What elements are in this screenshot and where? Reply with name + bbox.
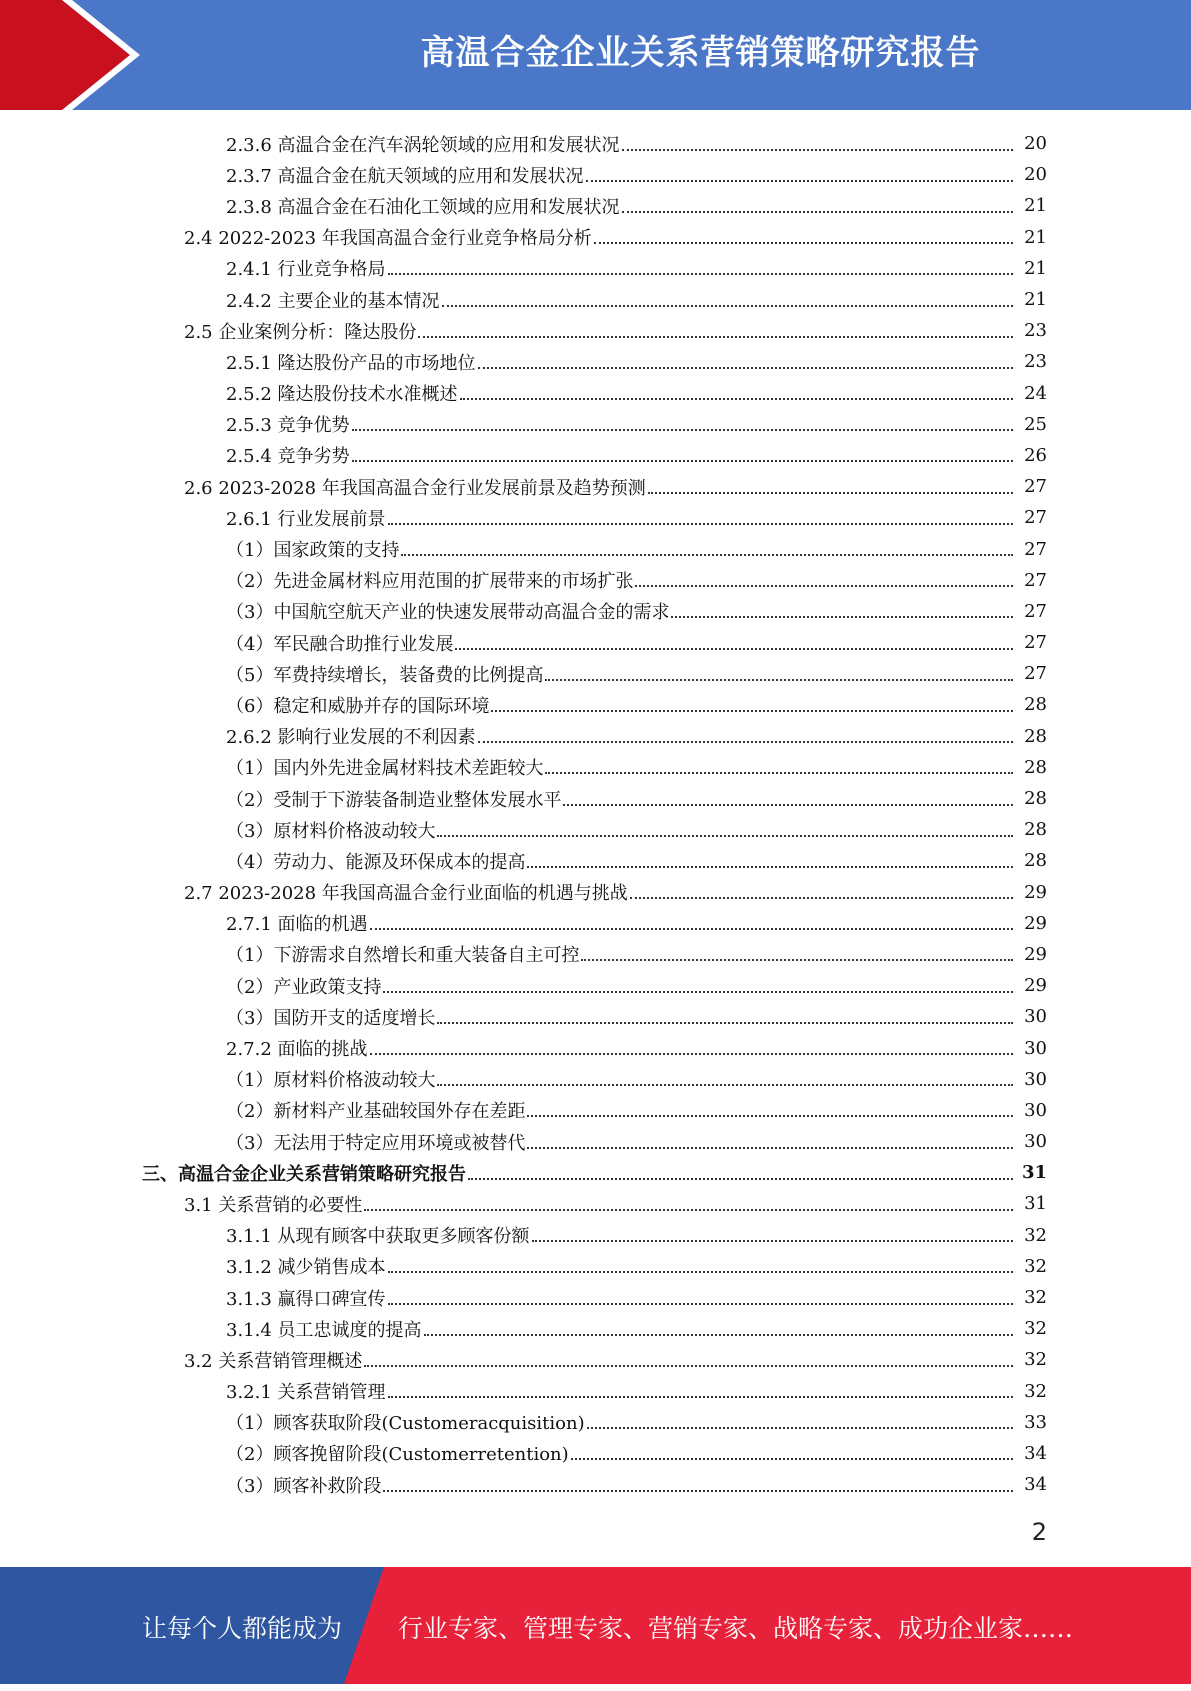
toc-entry[interactable]	[0, 908, 1191, 939]
toc-entry-title: 2.5.4 竞争劣势	[226, 446, 350, 468]
toc-entry-title: 2.3.7 高温合金在航天领域的应用和发展状况	[226, 165, 584, 187]
toc-leader-dots	[364, 1209, 1013, 1211]
toc-entry-title: 3.1.2 减少销售成本	[226, 1257, 386, 1279]
toc-entry-page: 28	[1024, 788, 1047, 810]
toc-entry-page: 21	[1024, 226, 1047, 248]
toc-entry[interactable]	[0, 1282, 1191, 1313]
toc-entry[interactable]	[0, 1407, 1191, 1438]
toc-entry-title: （2）顾客挽留阶段(Customerretention)	[226, 1444, 569, 1466]
toc-entry[interactable]	[0, 1376, 1191, 1407]
toc-entry-title: 三、高温合金企业关系营销策略研究报告	[142, 1163, 466, 1185]
toc-entry[interactable]	[0, 190, 1191, 221]
toc-entry-page: 26	[1024, 444, 1047, 466]
toc-entry[interactable]	[0, 502, 1191, 533]
toc-entry-page: 32	[1024, 1380, 1047, 1402]
toc-entry[interactable]	[0, 596, 1191, 627]
toc-entry-page: 30	[1024, 1006, 1047, 1028]
toc-entry[interactable]	[0, 1157, 1191, 1188]
toc-entry[interactable]	[0, 315, 1191, 346]
toc-entry-page: 34	[1024, 1474, 1047, 1496]
toc-entry[interactable]	[0, 845, 1191, 876]
toc-leader-dots	[370, 1053, 1013, 1055]
toc-entry[interactable]	[0, 378, 1191, 409]
toc-leader-dots	[527, 866, 1013, 868]
toc-entry-page: 21	[1024, 289, 1047, 311]
toc-entry-page: 20	[1024, 133, 1047, 155]
toc-leader-dots	[635, 585, 1013, 587]
toc-entry-page: 27	[1024, 569, 1047, 591]
toc-leader-dots	[671, 616, 1013, 618]
toc-entry[interactable]	[0, 1095, 1191, 1126]
toc-entry[interactable]	[0, 877, 1191, 908]
document-title: 高温合金企业关系营销策略研究报告	[420, 33, 981, 73]
toc-leader-dots	[545, 772, 1013, 774]
toc-leader-dots	[527, 1147, 1013, 1149]
toc-entry[interactable]	[0, 689, 1191, 720]
toc-entry-page: 29	[1024, 881, 1047, 903]
toc-entry-page: 32	[1024, 1255, 1047, 1277]
toc-entry-page: 23	[1024, 351, 1047, 373]
toc-leader-dots	[388, 1271, 1013, 1273]
toc-leader-dots	[388, 523, 1013, 525]
toc-entry-title: 2.7.2 面临的挑战	[226, 1039, 368, 1061]
toc-entry-title: 2.7 2023-2028 年我国高温合金行业面临的机遇与挑战	[184, 883, 628, 905]
toc-entry-title: （3）国防开支的适度增长	[226, 1007, 436, 1029]
toc-entry[interactable]	[0, 752, 1191, 783]
toc-entry-page: 24	[1024, 382, 1047, 404]
toc-entry[interactable]	[0, 346, 1191, 377]
toc-entry-title: （3）中国航空航天产业的快速发展带动高温合金的需求	[226, 602, 670, 624]
toc-entry[interactable]	[0, 253, 1191, 284]
toc-entry-page: 31	[1024, 1193, 1047, 1215]
toc-entry-title: 2.5.1 隆达股份产品的市场地位	[226, 352, 476, 374]
toc-leader-dots	[527, 1115, 1013, 1117]
toc-entry-title: 2.6.2 影响行业发展的不利因素	[226, 727, 476, 749]
toc-entry[interactable]	[0, 284, 1191, 315]
toc-entry-page: 30	[1024, 1037, 1047, 1059]
toc-leader-dots	[563, 804, 1013, 806]
toc-entry[interactable]	[0, 1344, 1191, 1375]
table-of-contents	[0, 128, 1191, 1500]
toc-leader-dots	[571, 1458, 1013, 1460]
toc-entry-title: （1）下游需求自然增长和重大装备自主可控	[226, 945, 580, 967]
toc-entry-title: 2.5 企业案例分析：隆达股份	[184, 321, 417, 343]
toc-entry-title: （3）原材料价格波动较大	[226, 820, 436, 842]
toc-entry[interactable]	[0, 533, 1191, 564]
toc-entry-page: 23	[1024, 320, 1047, 342]
toc-leader-dots	[460, 398, 1013, 400]
toc-entry[interactable]	[0, 1251, 1191, 1282]
toc-entry[interactable]	[0, 970, 1191, 1001]
toc-entry-title: 2.4.2 主要企业的基本情况	[226, 290, 440, 312]
toc-leader-dots	[491, 710, 1013, 712]
toc-entry-title: （4）军民融合助推行业发展	[226, 633, 454, 655]
toc-entry[interactable]	[0, 440, 1191, 471]
toc-entry-title: （1）原材料价格波动较大	[226, 1070, 436, 1092]
toc-entry[interactable]	[0, 658, 1191, 689]
toc-leader-dots	[437, 1084, 1013, 1086]
toc-leader-dots	[630, 897, 1013, 899]
toc-entry[interactable]	[0, 1126, 1191, 1157]
toc-entry-title: （6）稳定和威胁并存的国际环境	[226, 695, 490, 717]
toc-entry-title: （2）先进金属材料应用范围的扩展带来的市场扩张	[226, 571, 634, 593]
page-number: 2	[1031, 1518, 1047, 1546]
toc-leader-dots	[622, 149, 1013, 151]
toc-leader-dots	[388, 1396, 1013, 1398]
toc-entry-title: （5）军费持续增长，装备费的比例提高	[226, 664, 544, 686]
toc-entry-page: 28	[1024, 850, 1047, 872]
toc-entry[interactable]	[0, 1220, 1191, 1251]
toc-entry[interactable]	[0, 409, 1191, 440]
toc-entry-title: 2.5.3 竞争优势	[226, 415, 350, 437]
toc-leader-dots	[468, 1178, 1013, 1180]
toc-entry[interactable]	[0, 128, 1191, 159]
footer-slogan-right: 行业专家、管理专家、营销专家、战略专家、成功企业家……	[398, 1614, 1074, 1643]
toc-entry-title: 3.1.1 从现有顾客中获取更多顾客份额	[226, 1226, 530, 1248]
toc-entry[interactable]	[0, 159, 1191, 190]
toc-entry-page: 27	[1024, 632, 1047, 654]
toc-entry-title: （1）国内外先进金属材料技术差距较大	[226, 758, 544, 780]
toc-leader-dots	[442, 305, 1013, 307]
toc-entry-title: 3.2 关系营销管理概述	[184, 1350, 363, 1372]
toc-entry-title: 3.1.4 员工忠诚度的提高	[226, 1319, 422, 1341]
toc-entry[interactable]	[0, 1313, 1191, 1344]
toc-entry-title: （2）受制于下游装备制造业整体发展水平	[226, 789, 562, 811]
toc-entry[interactable]	[0, 222, 1191, 253]
toc-leader-dots	[388, 273, 1013, 275]
toc-entry-title: 2.4.1 行业竞争格局	[226, 259, 386, 281]
toc-entry-title: （2）新材料产业基础较国外存在差距	[226, 1101, 526, 1123]
toc-entry-title: 2.6 2023-2028 年我国高温合金行业发展前景及趋势预测	[184, 477, 646, 499]
toc-entry-title: （3）无法用于特定应用环境或被替代	[226, 1132, 526, 1154]
toc-entry-page: 28	[1024, 756, 1047, 778]
toc-entry[interactable]	[0, 721, 1191, 752]
red-chevron-icon	[0, 0, 160, 110]
toc-leader-dots	[383, 1490, 1013, 1492]
toc-entry-title: 2.6.1 行业发展前景	[226, 508, 386, 530]
toc-leader-dots	[586, 180, 1013, 182]
toc-entry-title: 2.3.8 高温合金在石油化工领域的应用和发展状况	[226, 196, 620, 218]
toc-entry-page: 32	[1024, 1224, 1047, 1246]
toc-leader-dots	[648, 492, 1013, 494]
toc-leader-dots	[455, 648, 1013, 650]
toc-entry-page: 30	[1024, 1068, 1047, 1090]
toc-entry[interactable]	[0, 1438, 1191, 1469]
toc-entry[interactable]	[0, 565, 1191, 596]
page-footer	[0, 1567, 1191, 1684]
toc-entry-title: 2.3.6 高温合金在汽车涡轮领域的应用和发展状况	[226, 134, 620, 156]
toc-entry-page: 27	[1024, 538, 1047, 560]
toc-entry-page: 32	[1024, 1287, 1047, 1309]
toc-entry-page: 34	[1024, 1442, 1047, 1464]
toc-entry-title: 3.1 关系营销的必要性	[184, 1194, 363, 1216]
toc-entry-page: 27	[1024, 507, 1047, 529]
toc-leader-dots	[545, 679, 1013, 681]
toc-entry-title: （3）顾客补救阶段	[226, 1475, 382, 1497]
toc-entry[interactable]	[0, 1469, 1191, 1500]
toc-entry-title: 2.5.2 隆达股份技术水准概述	[226, 384, 458, 406]
page-header	[0, 0, 1191, 110]
toc-entry-page: 20	[1024, 164, 1047, 186]
toc-entry[interactable]	[0, 471, 1191, 502]
toc-leader-dots	[418, 336, 1013, 338]
toc-entry-page: 29	[1024, 943, 1047, 965]
toc-entry-page: 27	[1024, 600, 1047, 622]
toc-entry[interactable]	[0, 939, 1191, 970]
toc-leader-dots	[424, 1334, 1013, 1336]
toc-leader-dots	[437, 835, 1013, 837]
toc-entry[interactable]	[0, 814, 1191, 845]
toc-entry-page: 27	[1024, 476, 1047, 498]
toc-leader-dots	[587, 1427, 1013, 1429]
toc-entry-page: 25	[1024, 413, 1047, 435]
toc-leader-dots	[478, 741, 1013, 743]
toc-entry-page: 32	[1024, 1349, 1047, 1371]
toc-entry-page: 32	[1024, 1318, 1047, 1340]
toc-entry-page: 21	[1024, 257, 1047, 279]
toc-entry-page: 28	[1024, 725, 1047, 747]
toc-leader-dots	[594, 242, 1013, 244]
toc-leader-dots	[581, 959, 1013, 961]
toc-entry-page: 29	[1024, 975, 1047, 997]
toc-entry-page: 21	[1024, 195, 1047, 217]
toc-leader-dots	[388, 1303, 1013, 1305]
toc-leader-dots	[478, 367, 1013, 369]
toc-entry-title: 3.2.1 关系营销管理	[226, 1382, 386, 1404]
toc-entry[interactable]	[0, 1188, 1191, 1219]
toc-entry-page: 30	[1024, 1131, 1047, 1153]
toc-leader-dots	[370, 928, 1013, 930]
toc-entry-page: 29	[1024, 912, 1047, 934]
toc-entry-title: （1）顾客获取阶段(Customeracquisition)	[226, 1413, 585, 1435]
toc-leader-dots	[532, 1240, 1013, 1242]
toc-leader-dots	[437, 1022, 1013, 1024]
toc-entry-page: 27	[1024, 663, 1047, 685]
toc-entry-title: 3.1.3 赢得口碑宣传	[226, 1288, 386, 1310]
toc-entry-page: 31	[1021, 1162, 1047, 1184]
toc-entry[interactable]	[0, 783, 1191, 814]
toc-entry-title: 2.7.1 面临的机遇	[226, 914, 368, 936]
toc-leader-dots	[364, 1365, 1013, 1367]
toc-leader-dots	[401, 554, 1013, 556]
footer-slogan-left: 让每个人都能成为	[142, 1614, 343, 1643]
toc-entry-title: （1）国家政策的支持	[226, 540, 400, 562]
toc-leader-dots	[622, 211, 1013, 213]
toc-entry-title: 2.4 2022-2023 年我国高温合金行业竞争格局分析	[184, 228, 592, 250]
toc-leader-dots	[352, 429, 1013, 431]
toc-entry[interactable]	[0, 1001, 1191, 1032]
toc-entry-title: （4）劳动力、能源及环保成本的提高	[226, 851, 526, 873]
toc-leader-dots	[383, 991, 1013, 993]
toc-entry-page: 30	[1024, 1099, 1047, 1121]
toc-entry-page: 28	[1024, 819, 1047, 841]
toc-entry-title: （2）产业政策支持	[226, 976, 382, 998]
toc-entry[interactable]	[0, 627, 1191, 658]
toc-entry[interactable]	[0, 1064, 1191, 1095]
toc-leader-dots	[352, 460, 1013, 462]
toc-entry-page: 28	[1024, 694, 1047, 716]
toc-entry-page: 33	[1024, 1411, 1047, 1433]
toc-entry[interactable]	[0, 1032, 1191, 1063]
